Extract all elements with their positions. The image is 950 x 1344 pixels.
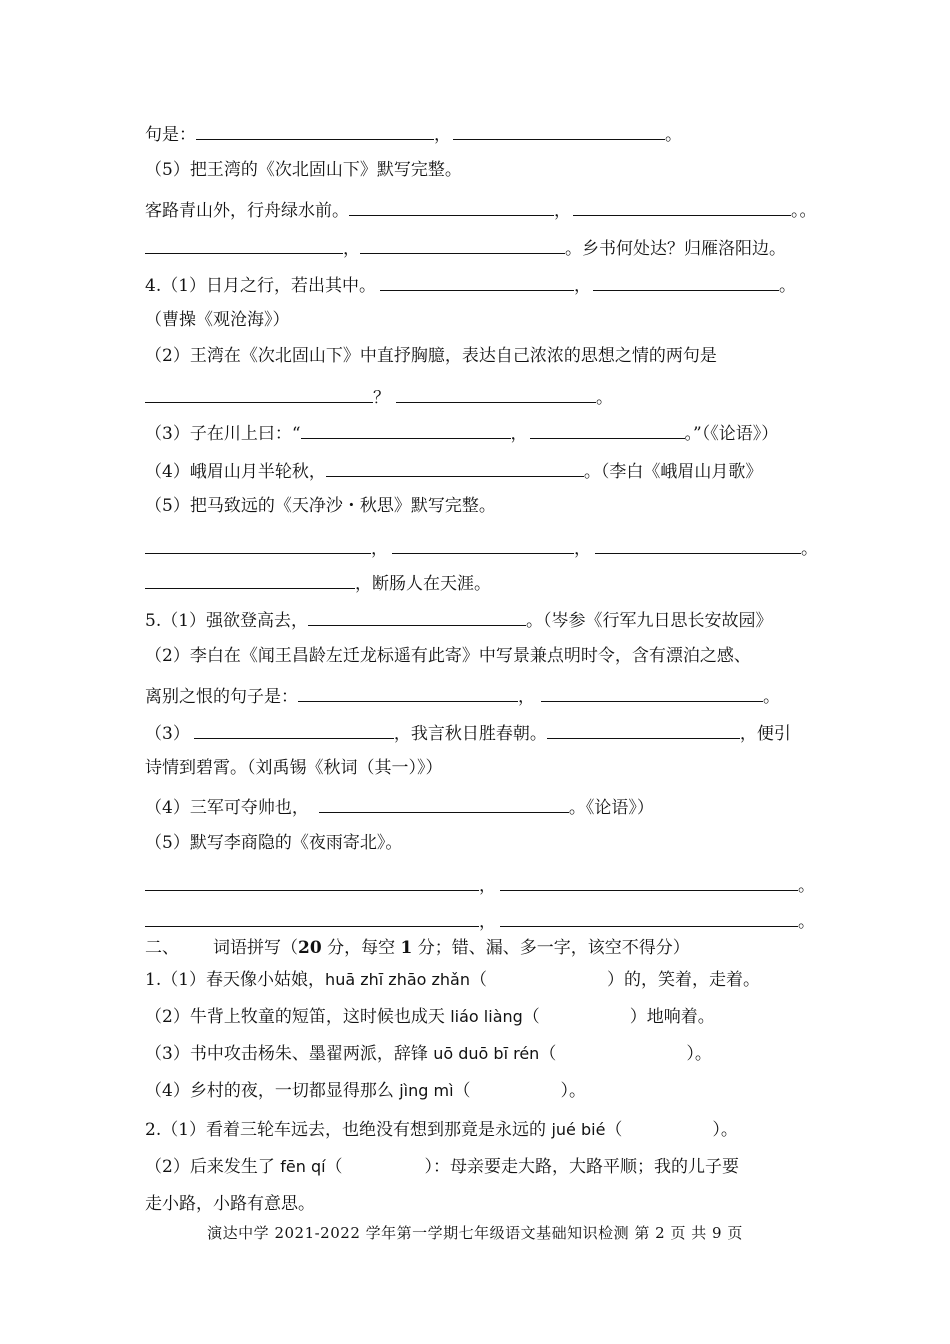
answer-blank[interactable] [392,531,574,554]
line-1: 句是： ， 。 [145,117,682,147]
line-29: （2）后来发生了 fēn qí（ ）：母亲要走大路，大路平顺；我的儿子要 [145,1157,740,1177]
answer-blank[interactable] [145,380,373,403]
answer-blank[interactable] [145,531,371,554]
line-27: （4）乡村的夜，一切都显得那么 jìng mì（ ）。 [145,1081,587,1101]
pinyin-prompt: huā zhī zhāo zhǎn [325,970,470,989]
answer-blank[interactable] [326,454,584,477]
line-26: （3）书中攻击杨朱、墨翟两派，辞锋 uō duō bī rén（ ）。 [145,1044,712,1064]
section-two-heading: 二、 词语拼写（20 分，每空 1 分；错、漏、多一字，该空不得分） [145,938,690,958]
answer-blank[interactable] [308,603,526,626]
answer-blank[interactable] [593,268,779,291]
answer-blank[interactable] [573,193,791,216]
line-13: ，断肠人在天涯。 [145,566,491,596]
line-3: 客路青山外，行舟绿水前。 ， 。。 [145,193,817,223]
answer-blank[interactable] [145,904,479,927]
pinyin-prompt: jìng mì [399,1081,454,1100]
answer-blank[interactable] [349,193,554,216]
line-16: 离别之恨的句子是： ， 。 [145,679,780,709]
pinyin-prompt: uō duō bī rén [433,1044,540,1063]
answer-blank[interactable] [380,268,574,291]
line-21: ， 。 [145,868,815,898]
answer-blank[interactable] [194,716,394,739]
line-20: （5）默写李商隐的《夜雨寄北》。 [145,833,403,853]
line-9: （3）子在川上曰：“ ， 。”（《论语》） [145,416,778,446]
answer-blank[interactable] [196,117,434,140]
answer-blank[interactable] [145,566,355,589]
line-12: ， ， 。 [145,531,818,561]
line-6: （曹操《观沧海》） [145,310,290,330]
answer-blank[interactable] [319,790,569,813]
line-17: （3） ，我言秋日胜春朝。 ，便引 [145,716,791,746]
line-22: ， 。 [145,904,815,934]
answer-blank[interactable] [500,868,798,891]
line-15: （2）李白在《闻王昌龄左迁龙标遥有此寄》中写景兼点明时令，含有漂泊之感、 [145,646,751,666]
answer-blank[interactable] [541,679,763,702]
line-25: （2）牛背上牧童的短笛，这时候也成天 liáo liàng（ ）地响着。 [145,1007,715,1027]
line-11: （5）把马致远的《天净沙・秋思》默写完整。 [145,496,496,516]
line-2: （5）把王湾的《次北固山下》默写完整。 [145,160,462,180]
answer-blank[interactable] [145,868,479,891]
line-4: ， 。乡书何处达？归雁洛阳边。 [145,231,786,261]
answer-blank[interactable] [595,531,801,554]
answer-blank[interactable] [500,904,798,927]
line-18: 诗情到碧霄。（刘禹锡《秋词（其一）》） [145,758,443,778]
answer-blank[interactable] [145,231,343,254]
pinyin-prompt: jué bié [551,1120,606,1139]
line-14: 5.（1）强欲登高去， 。（岑参《行军九日思长安故园》 [145,603,773,633]
line-28: 2.（1）看着三轮车远去，也绝没有想到那竟是永远的 jué bié（ ）。 [145,1120,738,1140]
answer-blank[interactable] [360,231,565,254]
page-footer: 演达中学 2021-2022 学年第一学期七年级语文基础知识检测 第 2 页 共 9 页 [207,1224,743,1242]
line-24: 1.（1）春天像小姑娘，huā zhī zhāo zhǎn（ ）的，笑着，走着。 [145,970,760,990]
answer-blank[interactable] [530,416,685,439]
line-10: （4）峨眉山月半轮秋， 。（李白《峨眉山月歌》 [145,454,762,484]
line-7: （2）王湾在《次北固山下》中直抒胸臆，表达自己浓浓的思想之情的两句是 [145,346,717,366]
answer-blank[interactable] [547,716,740,739]
pinyin-prompt: fēn qí [280,1157,326,1176]
line-8: ？ 。 [145,380,613,410]
answer-blank[interactable] [301,416,511,439]
answer-blank[interactable] [453,117,665,140]
line-19: （4）三军可夺帅也， 。《论语》） [145,790,654,820]
line-30: 走小路，小路有意思。 [145,1194,315,1214]
answer-blank[interactable] [396,380,596,403]
line-5: 4.（1）日月之行，若出其中。 ， 。 [145,268,796,298]
answer-blank[interactable] [298,679,518,702]
pinyin-prompt: liáo liàng [450,1007,523,1026]
